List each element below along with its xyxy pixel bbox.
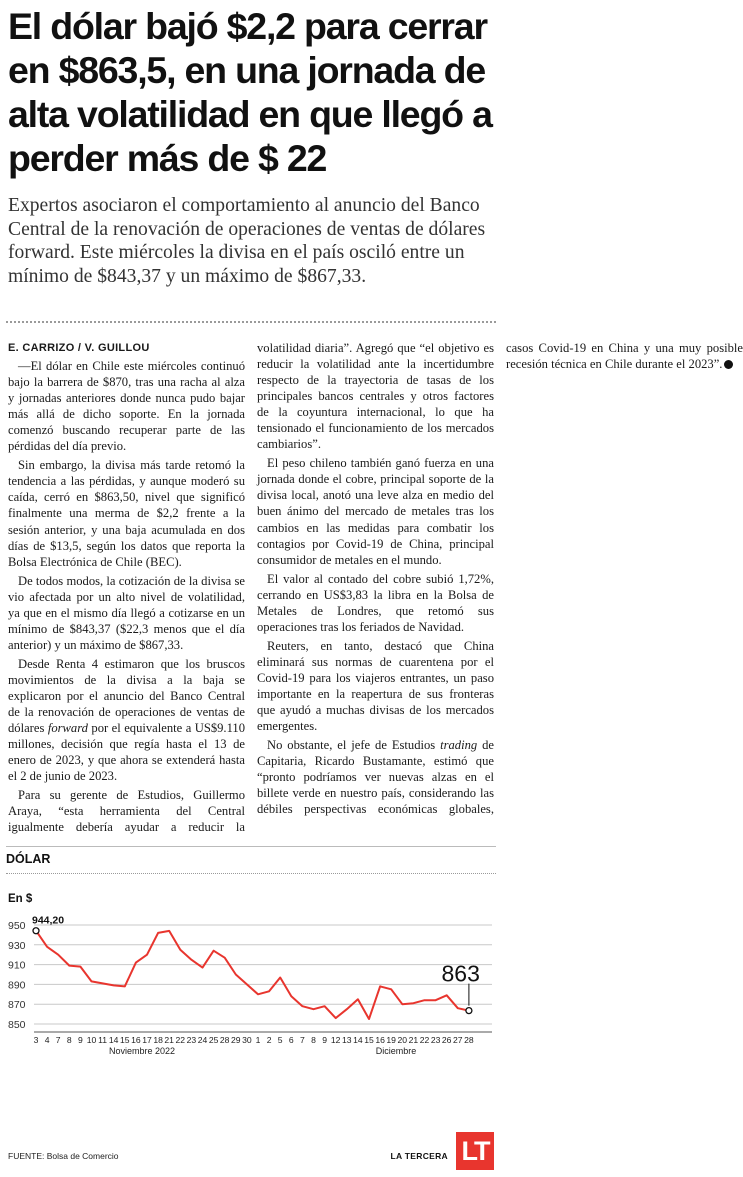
x-tick-label: 26 xyxy=(441,1035,452,1045)
last-point-marker xyxy=(466,1008,472,1014)
y-tick-label-950: 950 xyxy=(8,920,26,932)
last-point-label: 863 xyxy=(441,960,480,987)
x-tick-label: 22 xyxy=(175,1035,186,1045)
x-tick-label: 28 xyxy=(219,1035,230,1045)
x-tick-label: 6 xyxy=(288,1035,294,1045)
x-tick-label: 10 xyxy=(86,1035,97,1045)
paragraph-8: Reuters, en tanto, destacó que China eliminará sus normas de cuarentena por el Covid-19 para los viajeros entrantes, un paso importante en la reapertura de sus fronteras que ayudó a muchas divisas de los mercados emergentes. xyxy=(257,638,494,734)
paragraph-1: —El dólar en Chile este miércoles continuó bajo la barrera de $870, tras una racha al alza y jornadas anteriores donde nunca pudo bajar más allá de dicho soporte. En la jornada comenzó buscando recuperar parte de las pérdidas del día previo. xyxy=(8,359,245,454)
x-tick-label: 3 xyxy=(33,1035,39,1045)
deck-subtitle: Expertos asociaron el comportamiento al anuncio del Banco Central de la renovación de operaciones de ventas de dólares forward. Este miércoles la divisa en el país osciló entre un mínimo de $843,37 y un máximo de $867,33. xyxy=(8,195,486,287)
paragraph-9-text-end: de Capitaria, Ricardo Bustamante, estimó que “pronto podríamos ver nuevas alzas en el billete verde en nuestro país, considerando las débiles perspectivas económicas globales, casos Covid-19 en China y una muy posible recesión técnica en Chile durante el 2023”. xyxy=(257,341,743,817)
month-label-december: Diciembre xyxy=(375,1046,417,1056)
article-body xyxy=(8,340,743,840)
x-tick-label: 13 xyxy=(342,1035,352,1045)
x-tick-label: 1 xyxy=(255,1035,261,1045)
x-tick-label: 14 xyxy=(108,1035,119,1045)
x-tick-label: 15 xyxy=(120,1035,130,1045)
x-tick-label: 5 xyxy=(277,1035,283,1045)
x-tick-label: 4 xyxy=(44,1035,50,1045)
paragraph-4-emphasis: forward xyxy=(47,721,88,736)
end-mark-icon xyxy=(724,360,733,369)
x-tick-label: 7 xyxy=(300,1035,305,1045)
paragraph-4-text: Desde Renta 4 estimaron que los bruscos movimientos de la divisa a la baja se explicaron por el anuncio del Banco Central de la renovación de operaciones de ventas de dólares xyxy=(8,656,245,736)
x-tick-label: 24 xyxy=(197,1035,208,1045)
paragraph-5: Para su gerente de Estudios, Guillermo Araya, “esta herramienta del Central igualmente debería ayudar a reducir la volatilidad diaria”. Agregó que “el objetivo es reducir la volatilidad ante la incertidumbre respecto de la trayectoria de tasas de los principales bancos centrales y otros factores de la coyuntura internacional, lo que ha tensionado el funcionamiento de los mercados cambiarios”. xyxy=(8,341,494,835)
first-point-label: 944,20 xyxy=(32,914,65,927)
x-tick-label: 15 xyxy=(364,1035,374,1045)
month-label-november: Noviembre 2022 xyxy=(108,1046,176,1056)
x-tick-label: 28 xyxy=(464,1035,474,1045)
x-tick-label: 21 xyxy=(164,1035,174,1045)
paragraph-4 xyxy=(8,656,245,784)
paragraph-2: Sin embargo, la divisa más tarde retomó la tendencia a las pérdidas, y aunque moderó su caída, cerró en $863,50, nivel que significó finalmente una merma de $2,2 frente a la sesión anterior, y una baja acumulada en dos días de $13,5, según los datos que reporta la Bolsa Electrónica de Chile (BEC). xyxy=(8,458,245,569)
brand-name: LA TERCERA xyxy=(390,1151,448,1161)
y-tick-label-870: 870 xyxy=(8,999,26,1012)
x-tick-label: 25 xyxy=(208,1035,219,1045)
x-tick-label: 23 xyxy=(186,1035,197,1045)
paragraph-7: El valor al contado del cobre subió 1,72%, cerrando en US$3,83 la libra en la Bolsa de Metales de Londres, que retomó sus operaciones tras los feriados de Navidad. xyxy=(257,571,494,634)
x-tick-label: 14 xyxy=(353,1035,363,1045)
x-tick-label: 9 xyxy=(78,1035,83,1045)
y-tick-label-890: 890 xyxy=(8,979,26,992)
first-point-marker xyxy=(33,928,39,934)
y-tick-label-850: 850 xyxy=(8,1019,26,1031)
x-tick-label: 8 xyxy=(311,1035,316,1045)
paragraph-3: De todos modos, la cotización de la divisa se vio afectada por un alto nivel de volatilidad, ya que en el mismo día llegó a cotizarse en un mínimo de $843,37 ($22,3 menos que el día anterior) y un máximo de $867,33. xyxy=(8,573,245,652)
x-tick-label: 27 xyxy=(453,1035,463,1045)
lt-logo: LT xyxy=(456,1132,494,1170)
x-tick-label: 17 xyxy=(142,1035,152,1045)
x-tick-label: 21 xyxy=(408,1035,419,1045)
y-tick-label-910: 910 xyxy=(8,959,26,972)
x-tick-label: 2 xyxy=(266,1035,272,1045)
x-tick-label: 19 xyxy=(386,1035,396,1045)
headline: El dólar bajó $2,2 para cerrar en $863,5, en una jornada de alta volatilidad en que llegó a perder más de $ 22 xyxy=(8,5,492,179)
chart-title: DÓLAR xyxy=(6,852,51,866)
paragraph-9-text: No obstante, el jefe de Estudios xyxy=(267,738,441,753)
dollar-line-chart xyxy=(0,900,502,1140)
x-tick-label: 18 xyxy=(153,1035,163,1045)
paragraph-6: El peso chileno también ganó fuerza en una jornada donde el cobre, principal soporte de la divisa local, anotó una leve alza en medio del buen ánimo del mercado de metales tras los cambios en las medidas para combatir los contagios por Covid-19 de China, principal consumidor de metales en el mundo. xyxy=(257,456,494,567)
dollar-series-line xyxy=(36,931,469,1019)
paragraph-4-text-end: por el equivalente a US$9.110 millones, decisión que regía hasta el 13 de enero de 2023, y que ahora se extenderá hasta el 2 de junio de 2023. xyxy=(8,721,246,784)
x-tick-label: 20 xyxy=(397,1035,408,1045)
paragraph-9-emphasis: trading xyxy=(440,738,478,753)
byline: E. CARRIZO / V. GUILLOU xyxy=(8,342,150,354)
section-divider xyxy=(6,321,496,323)
x-tick-label: 16 xyxy=(131,1035,141,1045)
chart-title-divider xyxy=(6,873,496,874)
y-tick-label-930: 930 xyxy=(8,939,26,952)
source-note: FUENTE: Bolsa de Comercio xyxy=(8,1151,119,1161)
x-tick-label: 12 xyxy=(330,1035,341,1045)
x-tick-label: 9 xyxy=(322,1035,327,1045)
x-tick-label: 22 xyxy=(419,1035,430,1045)
chart-top-divider xyxy=(6,846,496,847)
x-tick-label: 23 xyxy=(430,1035,441,1045)
x-tick-label: 11 xyxy=(98,1035,108,1045)
x-tick-label: 7 xyxy=(55,1035,61,1045)
x-tick-label: 30 xyxy=(242,1035,252,1045)
x-tick-label: 16 xyxy=(375,1035,385,1045)
x-tick-label: 29 xyxy=(231,1035,241,1045)
y-axis-unit-label: En $ xyxy=(8,893,33,905)
x-tick-label: 8 xyxy=(66,1035,72,1045)
